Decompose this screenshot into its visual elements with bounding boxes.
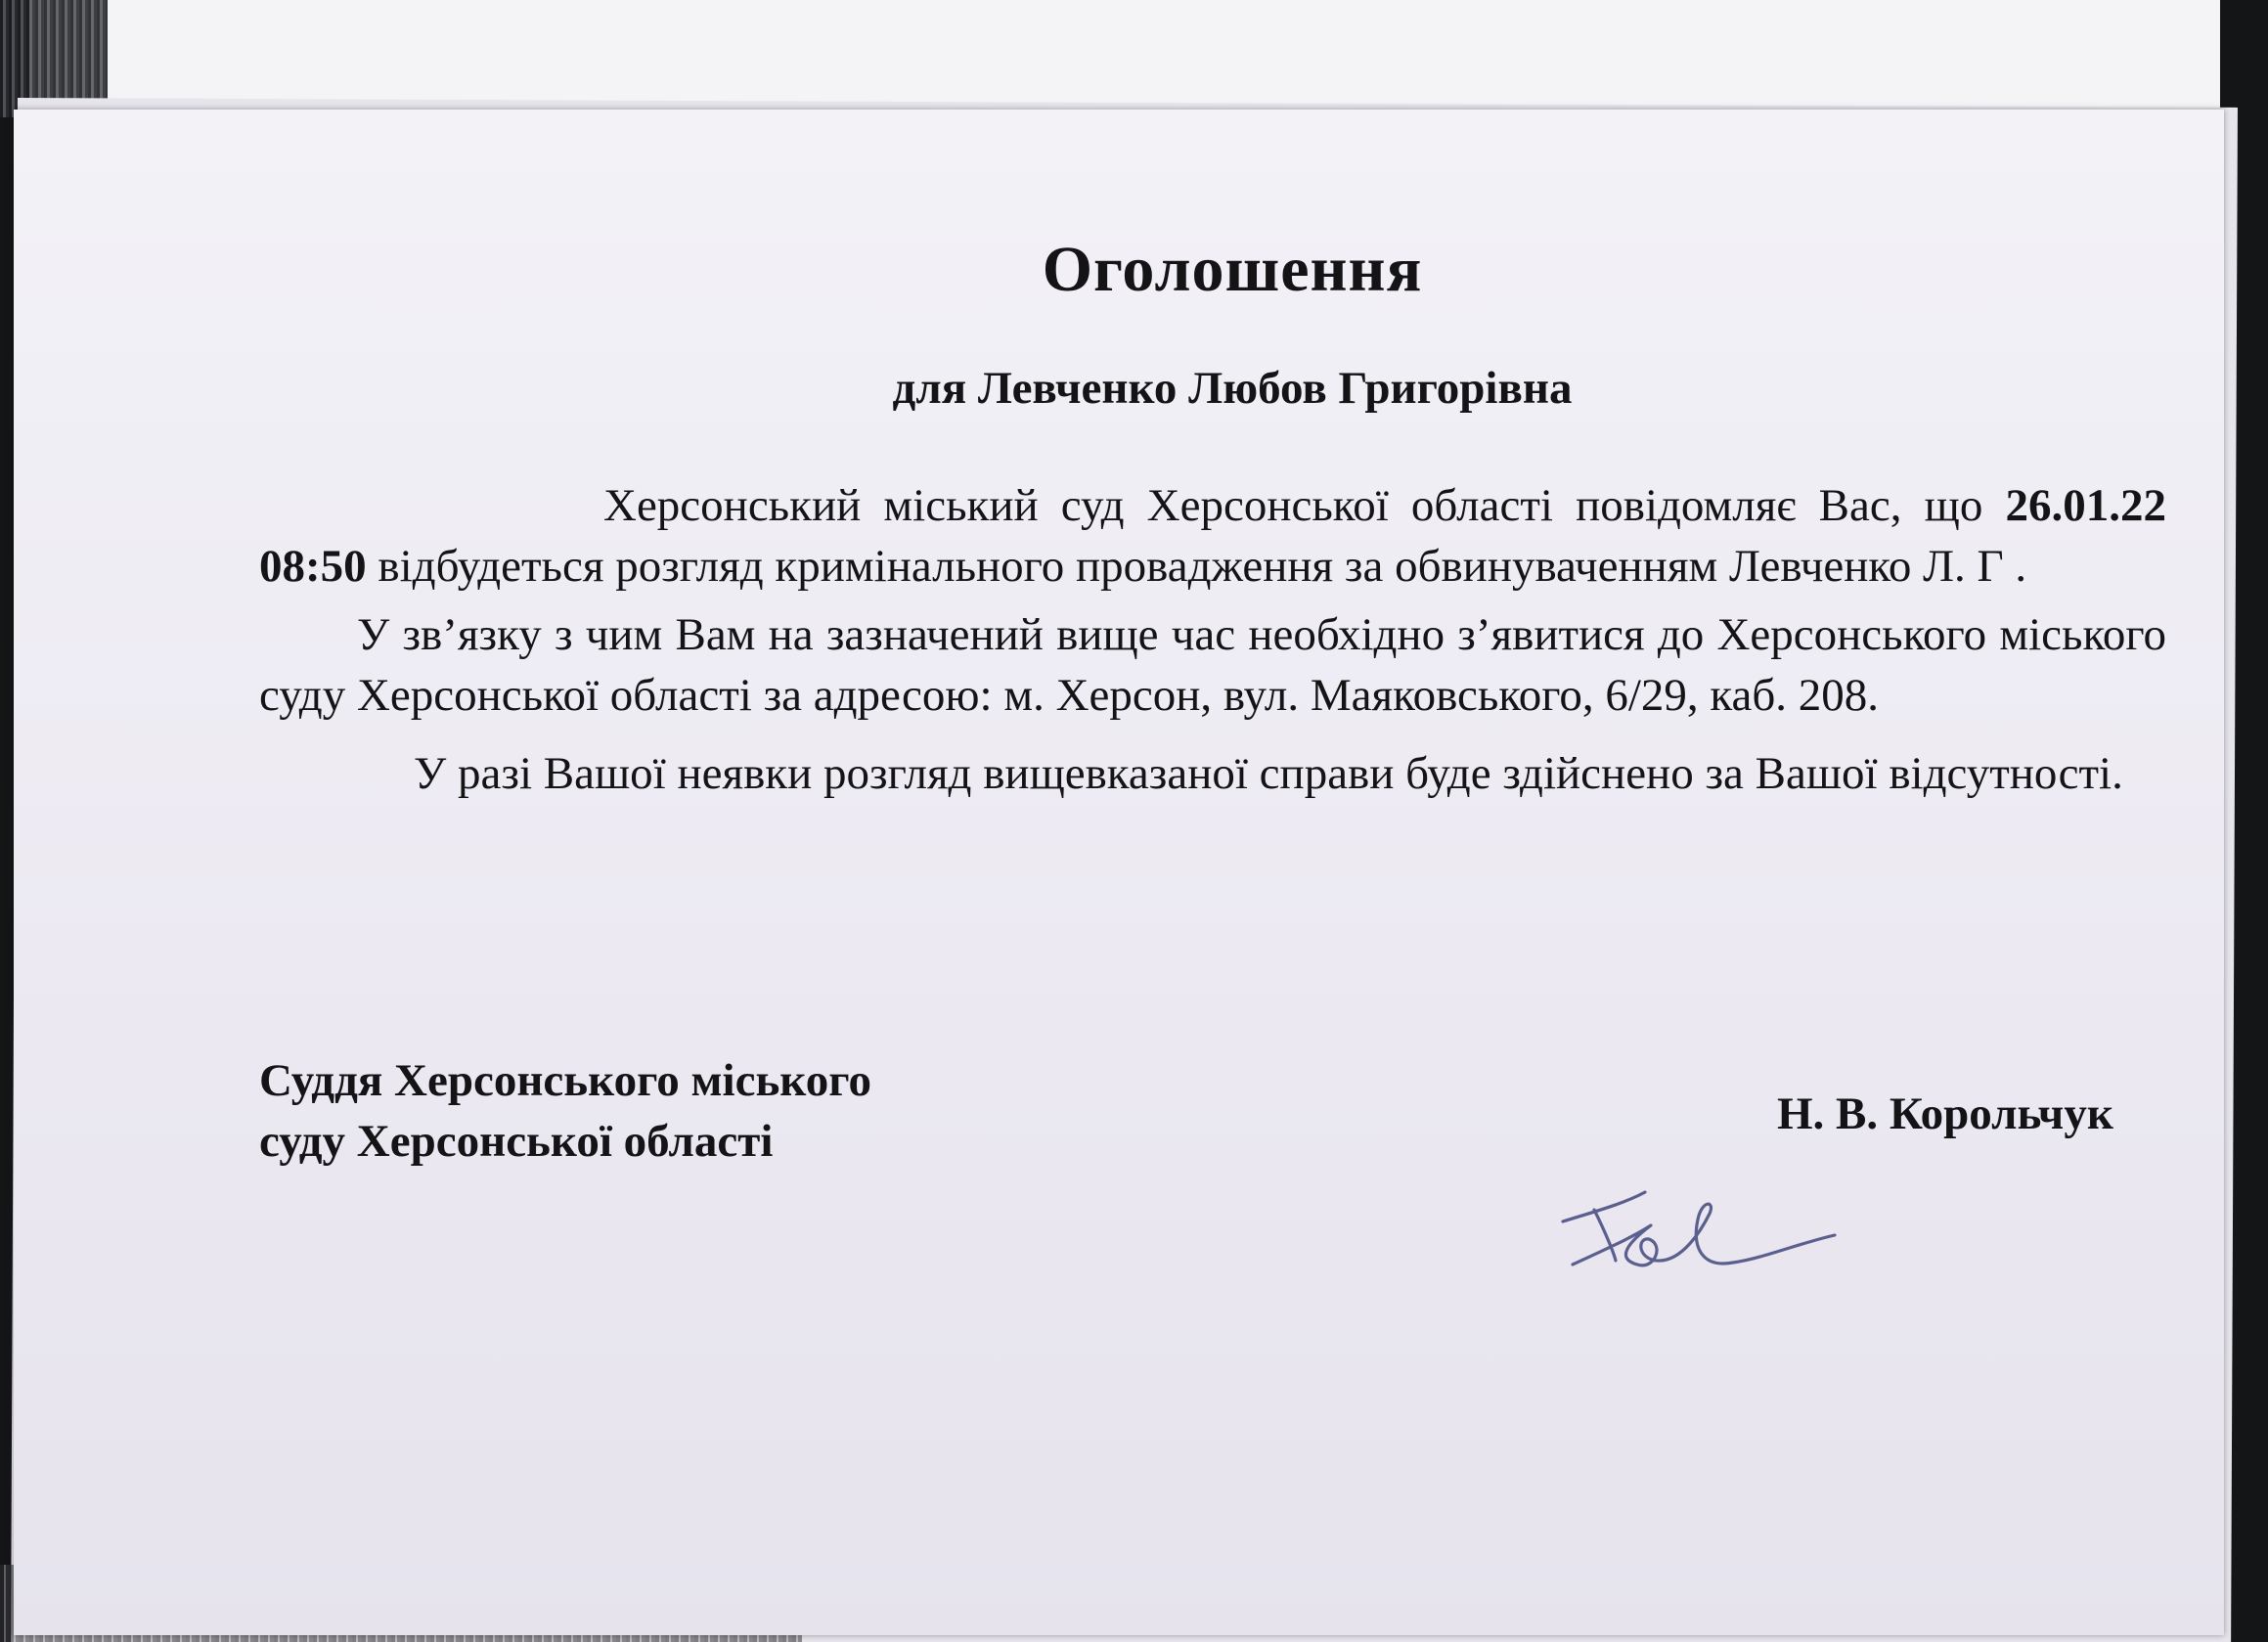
paragraph-hearing (259, 475, 2166, 597)
notice-title: Оголошення (1042, 234, 1423, 305)
judge-position (259, 1050, 871, 1172)
hearing-text-end: відбудеться розгляд кримінального провадження за обвинуваченням Левченко Л. Г . (378, 541, 2027, 592)
notice-recipient: для Левченко Любов Григорівна (892, 363, 1573, 414)
hearing-datetime: 26.01.22 08:50 (259, 480, 2167, 592)
notice-sheet (14, 110, 2224, 1635)
notice-body (259, 475, 2166, 804)
hearing-text-start: Херсонський міський суд Херсонської області повідомляє Вас, що (603, 480, 1983, 531)
handwritten-signature (1555, 1171, 1839, 1278)
paragraph-absence: У разі Вашої неявки розгляд вищевказаної справи буде здійснено за Вашої відсутності. (414, 748, 2123, 799)
judge-position-line1: Суддя Херсонського міського (259, 1055, 871, 1106)
judge-position-line2: суду Херсонської області (259, 1116, 774, 1167)
paragraph-appearance: У зв’язку з чим Вам на зазначений вище час необхідно з’явитися до Херсонського міського суду Херсонської області за адресою: м. Херсон, вул. Маяковського, 6/29, каб. 208. (259, 609, 2166, 721)
judge-name: Н. В. Корольчук (1777, 1088, 2113, 1139)
